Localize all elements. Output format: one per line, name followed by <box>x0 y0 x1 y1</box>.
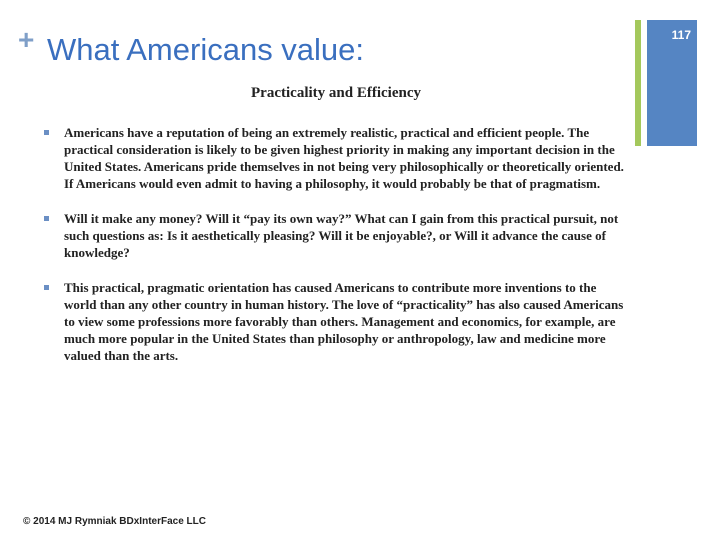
square-bullet-icon <box>44 130 49 135</box>
bullet-item <box>44 210 624 261</box>
bullet-text: Americans have a reputation of being an extremely realistic, practical and efficient people. The practical consideration is likely to be given highest priority in making any important decision in the United States. Americans pride themselves in not being very philosophically or theoretically oriented. If Americans would even admit to having a philosophy, it would probably be that of pragmatism. <box>64 125 624 191</box>
slide-title: What Americans value: <box>47 32 365 67</box>
slide-subtitle: Practicality and Efficiency <box>251 85 421 101</box>
bullet-text: This practical, pragmatic orientation has caused Americans to contribute more inventions to the world than any other country in human history. The love of “practicality” has also caused Americans to view some professions more favorably than others. Management and economics, for example, are much more popular in the United States than philosophy or anthropology, law and medicine more valued than the arts. <box>64 280 624 363</box>
bullet-text: Will it make any money? Will it “pay its own way?” What can I gain from this practical pursuit, not such questions as: Is it aesthetically pleasing? Will it be enjoyable?, or Will it advance the cause of knowledge? <box>64 211 619 260</box>
page-number: 117 <box>671 28 691 42</box>
bullet-item <box>44 124 624 192</box>
square-bullet-icon <box>44 285 49 290</box>
plus-icon: + <box>18 24 35 55</box>
bullet-list <box>44 124 624 382</box>
bullet-item <box>44 279 624 364</box>
copyright-footer: © 2014 MJ Rymniak BDxInterFace LLC <box>23 516 206 527</box>
accent-bar-green <box>635 20 641 146</box>
square-bullet-icon <box>44 216 49 221</box>
